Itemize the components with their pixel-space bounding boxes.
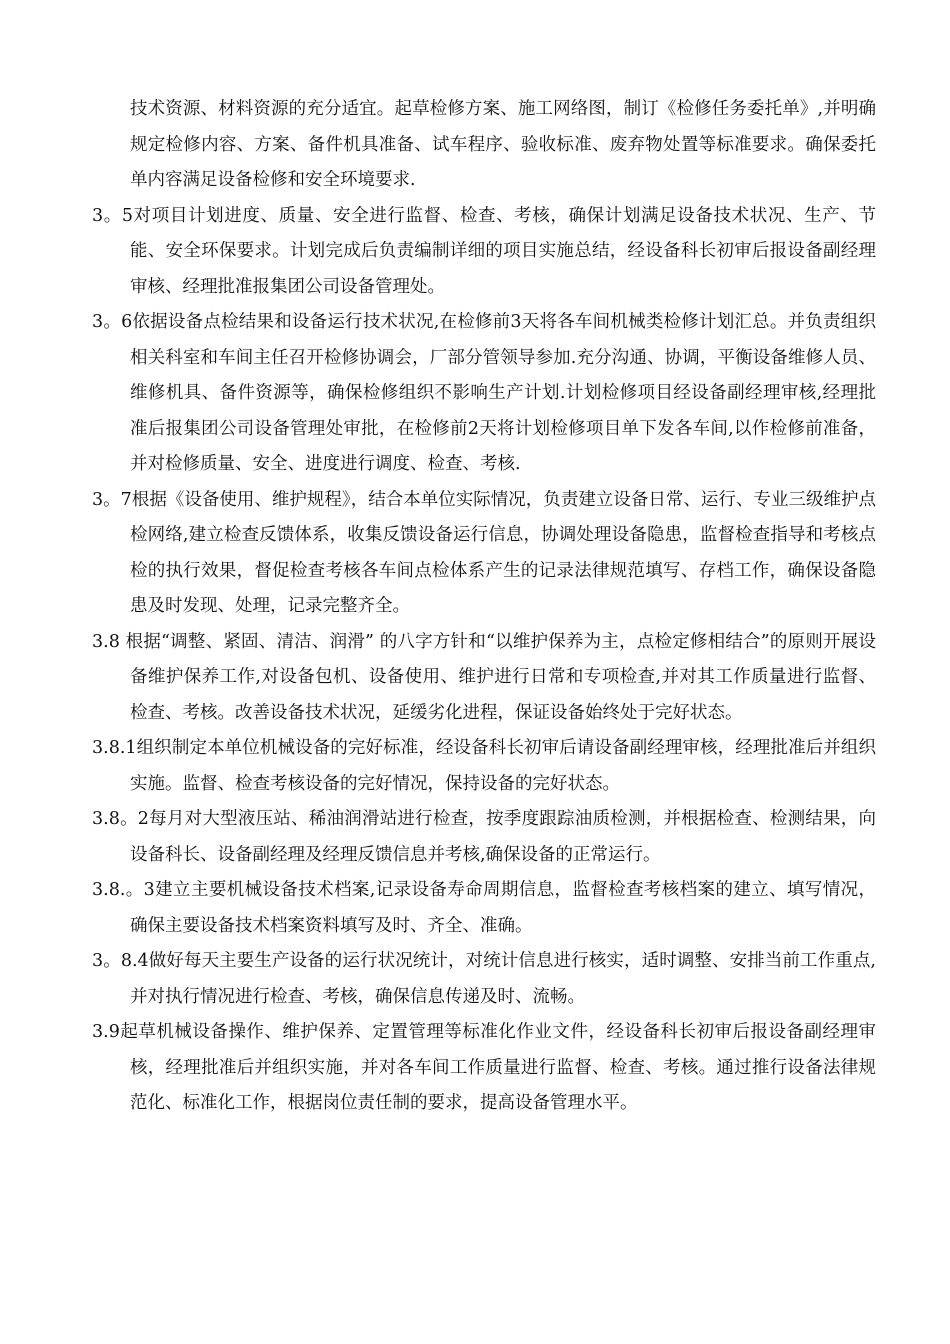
clause-text: 起草机械设备操作、维护保养、定置管理等标准化作业文件，经设备科长初审后报设备副经理审核，经理批准后并组织实施，并对各车间工作质量进行监督、检查、考核。通过推行设备法律规范化、标准化工作，根据岗位责任制的要求，提高设备管理水平。 xyxy=(119,1022,876,1113)
paragraph-continuation xyxy=(92,92,876,199)
clause-number: 3。5 xyxy=(92,205,134,226)
clause-3-7 xyxy=(92,483,876,625)
clause-3-6 xyxy=(92,305,876,483)
document-body xyxy=(92,92,876,1122)
clause-text: 依据设备点检结果和设备运行技术状况,在检修前3天将各车间机械类检修计划汇总。并负责组织相关科室和车间主任召开检修协调会，厂部分管领导参加.充分沟通、协调，平衡设备维修人员、维修机具、备件资源等，确保检修组织不影响生产计划.计划检修项目经设备副经理审核,经理批准后报集团公司设备管理处审批，在检修前2天将计划检修项目单下发各车间,以作检修前准备，并对检修质量、安全、进度进行调度、检查、考核. xyxy=(130,312,876,474)
clause-number: 3。7 xyxy=(92,489,132,510)
clause-text: 根据“调整、紧固、清洁、润滑” 的八字方针和“以维护保养为主，点检定修相结合”的原则开展设备维护保养工作,对设备包机、设备使用、维护进行日常和专项检查,并对其工作质量进行监督、检查、考核。改善设备技术状况，延缓劣化进程，保证设备始终处于完好状态。 xyxy=(125,631,876,723)
clause-3-8-4 xyxy=(92,944,876,1015)
clause-text: 每月对大型液压站、稀油润滑站进行检查，按季度跟踪油质检测，并根据检查、检测结果，向设备科长、设备副经理及经理反馈信息并考核,确保设备的正常运行。 xyxy=(130,809,876,865)
clause-number: 3。8.4 xyxy=(92,951,149,971)
clause-text: 组织制定本单位机械设备的完好标准，经设备科长初审后请设备副经理审核，经理批准后并组织实施。监督、检查考核设备的完好情况，保持设备的完好状态。 xyxy=(130,738,876,794)
clause-number: 3.9 xyxy=(92,1022,120,1042)
clause-text: 根据《设备使用、维护规程》，结合本单位实际情况，负责建立设备日常、运行、专业三级维护点检网络,建立检查反馈体系，收集反馈设备运行信息，协调处理设备隐患，监督检查指导和考核点检的执行效果，督促检查考核各车间点检体系产生的记录法律规范填写、存档工作，确保设备隐患及时发现、处理，记录完整齐全。 xyxy=(130,489,876,616)
clause-3-8 xyxy=(92,625,876,732)
clause-number: 3。6 xyxy=(92,312,133,332)
clause-3-8-2 xyxy=(92,802,876,873)
clause-3-5 xyxy=(92,199,876,306)
clause-text: 做好每天主要生产设备的运行状况统计，对统计信息进行核实，适时调整、安排当前工作重点,并对执行情况进行检查、考核，确保信息传递及时、流畅。 xyxy=(130,951,876,1007)
clause-3-9 xyxy=(92,1015,876,1122)
clause-number: 3.8.。3 xyxy=(92,880,155,900)
clause-number: 3.8。2 xyxy=(92,809,149,829)
clause-text: 对项目计划进度、质量、安全进行监督、检查、考核，确保计划满足设备技术状况、生产、节能、安全环保要求。计划完成后负责编制详细的项目实施总结，经设备科长初审后报设备副经理审核、经理批准报集团公司设备管理处。 xyxy=(130,205,876,297)
clause-number: 3.8.1 xyxy=(92,738,137,758)
clause-text: 建立主要机械设备技术档案,记录设备寿命周期信息，监督检查考核档案的建立、填写情况，确保主要设备技术档案资料填写及时、齐全、准确。 xyxy=(130,880,876,936)
clause-3-8-1 xyxy=(92,731,876,802)
clause-number: 3.8 xyxy=(92,631,126,652)
paragraph-text: 技术资源、材料资源的充分适宜。起草检修方案、施工网络图，制订《检修任务委托单》,并明确规定检修内容、方案、备件机具准备、试车程序、验收标准、废弃物处置等标准要求。确保委托单内容满足设备检修和安全环境要求. xyxy=(130,99,876,190)
clause-3-8-3 xyxy=(92,873,876,944)
